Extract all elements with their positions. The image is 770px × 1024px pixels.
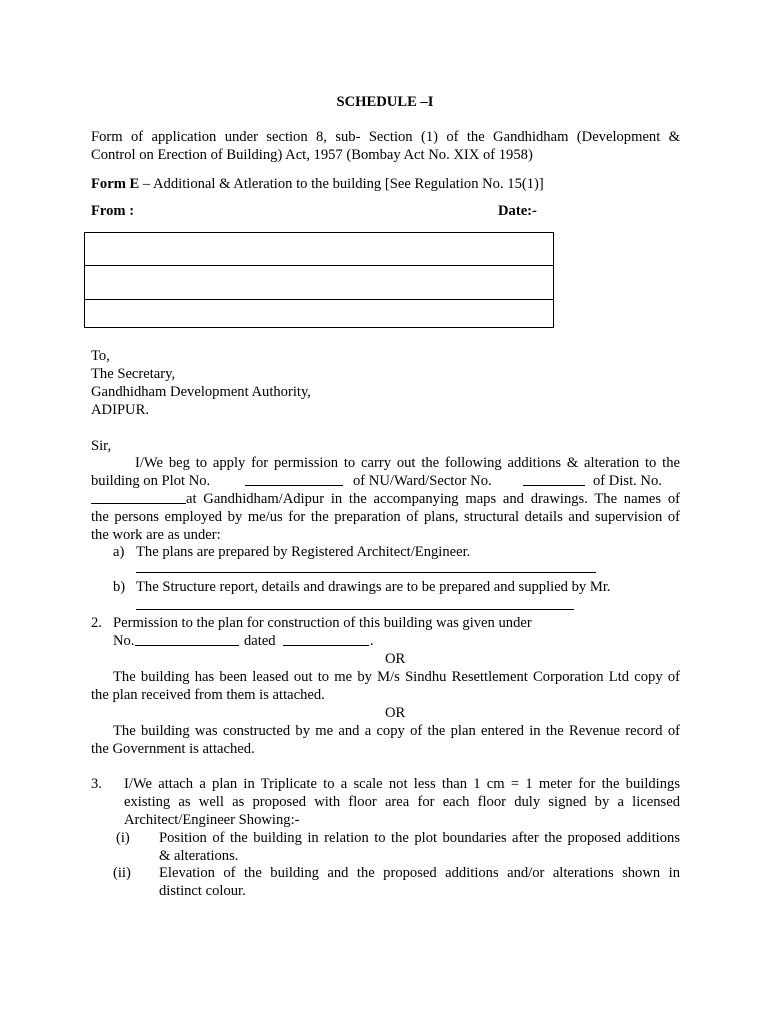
para1-line-4: the persons employed by me/us for the preparation of plans, structural details and supervision of bbox=[91, 509, 680, 525]
from-address-box-2[interactable] bbox=[84, 265, 554, 300]
from-address-box-1[interactable] bbox=[84, 232, 554, 266]
section2-line-1: Permission to the plan for construction of this building was given under bbox=[113, 615, 532, 631]
item-ii-marker: (ii) bbox=[113, 865, 131, 881]
or-separator-1: OR bbox=[385, 651, 406, 667]
item-ii-line-1: Elevation of the building and the proposed additions and/or alterations shown in bbox=[159, 865, 680, 881]
sector-no-blank[interactable] bbox=[523, 472, 585, 486]
section3-line-1: I/We attach a plan in Triplicate to a scale not less than 1 cm = 1 meter for the buildings bbox=[124, 776, 680, 792]
section2-period: . bbox=[370, 633, 374, 649]
section2-dated-label: dated bbox=[244, 633, 276, 649]
section3-line-2: existing as well as proposed with floor area for each floor duly signed by a licensed bbox=[124, 794, 680, 810]
address-secretary: The Secretary, bbox=[91, 366, 176, 382]
section3-number: 3. bbox=[91, 776, 102, 792]
para1-line-5: the work are as under: bbox=[91, 527, 221, 543]
item-i-line-2: & alterations. bbox=[159, 848, 239, 864]
dist-no-blank[interactable] bbox=[91, 490, 186, 504]
item-b-marker: b) bbox=[113, 579, 126, 595]
address-city: ADIPUR. bbox=[91, 402, 149, 418]
section2-no-label: No. bbox=[113, 633, 135, 649]
intro-line-1: Form of application under section 8, sub- Section (1) of the Gandhidham (Development & bbox=[91, 129, 680, 145]
item-a-fill-line[interactable] bbox=[136, 572, 596, 573]
item-ii-line-2: distinct colour. bbox=[159, 883, 246, 899]
date-label: Date:- bbox=[498, 203, 537, 219]
schedule-title: SCHEDULE –I bbox=[336, 94, 434, 110]
item-b-text: The Structure report, details and drawings are to be prepared and supplied by Mr. bbox=[136, 579, 611, 595]
from-address-box-3[interactable] bbox=[84, 299, 554, 328]
para1-line-1: I/We beg to apply for permission to carry out the following additions & alteration to the bbox=[135, 455, 680, 471]
address-authority: Gandhidham Development Authority, bbox=[91, 384, 311, 400]
para1-l2-c: of Dist. No. bbox=[593, 473, 662, 489]
item-b-fill-line[interactable] bbox=[136, 609, 574, 610]
plot-no-blank[interactable] bbox=[245, 472, 343, 486]
form-heading bbox=[91, 175, 544, 193]
or-separator-2: OR bbox=[385, 705, 406, 721]
section3-line-3: Architect/Engineer Showing:- bbox=[124, 812, 300, 828]
para1-line-3: at Gandhidham/Adipur in the accompanying maps and drawings. The names of bbox=[186, 491, 680, 507]
salutation: Sir, bbox=[91, 438, 112, 454]
item-a-text: The plans are prepared by Registered Architect/Engineer. bbox=[136, 544, 471, 560]
permission-no-blank[interactable] bbox=[135, 632, 239, 646]
form-label: Form E bbox=[91, 176, 140, 192]
item-i-marker: (i) bbox=[116, 830, 130, 846]
para1-l2-a: building on Plot No. bbox=[91, 473, 211, 489]
intro-line-2: Control on Erection of Building) Act, 1957 (Bombay Act No. XIX of 1958) bbox=[91, 147, 533, 163]
lease-line-2: the plan received from them is attached. bbox=[91, 687, 325, 703]
form-description: – Additional & Atleration to the building [See Regulation No. 15(1)] bbox=[139, 176, 544, 192]
item-a-marker: a) bbox=[113, 544, 125, 560]
constructed-line-2: the Government is attached. bbox=[91, 741, 255, 757]
lease-line-1: The building has been leased out to me by M/s Sindhu Resettlement Corporation Ltd copy of bbox=[113, 669, 680, 685]
section2-number: 2. bbox=[91, 615, 102, 631]
permission-date-blank[interactable] bbox=[283, 632, 369, 646]
address-to: To, bbox=[91, 348, 110, 364]
para1-l2-b: of NU/Ward/Sector No. bbox=[353, 473, 492, 489]
constructed-line-1: The building was constructed by me and a copy of the plan entered in the Revenue record of bbox=[113, 723, 680, 739]
from-label: From : bbox=[91, 203, 135, 219]
item-i-line-1: Position of the building in relation to the plot boundaries after the proposed additions bbox=[159, 830, 680, 846]
